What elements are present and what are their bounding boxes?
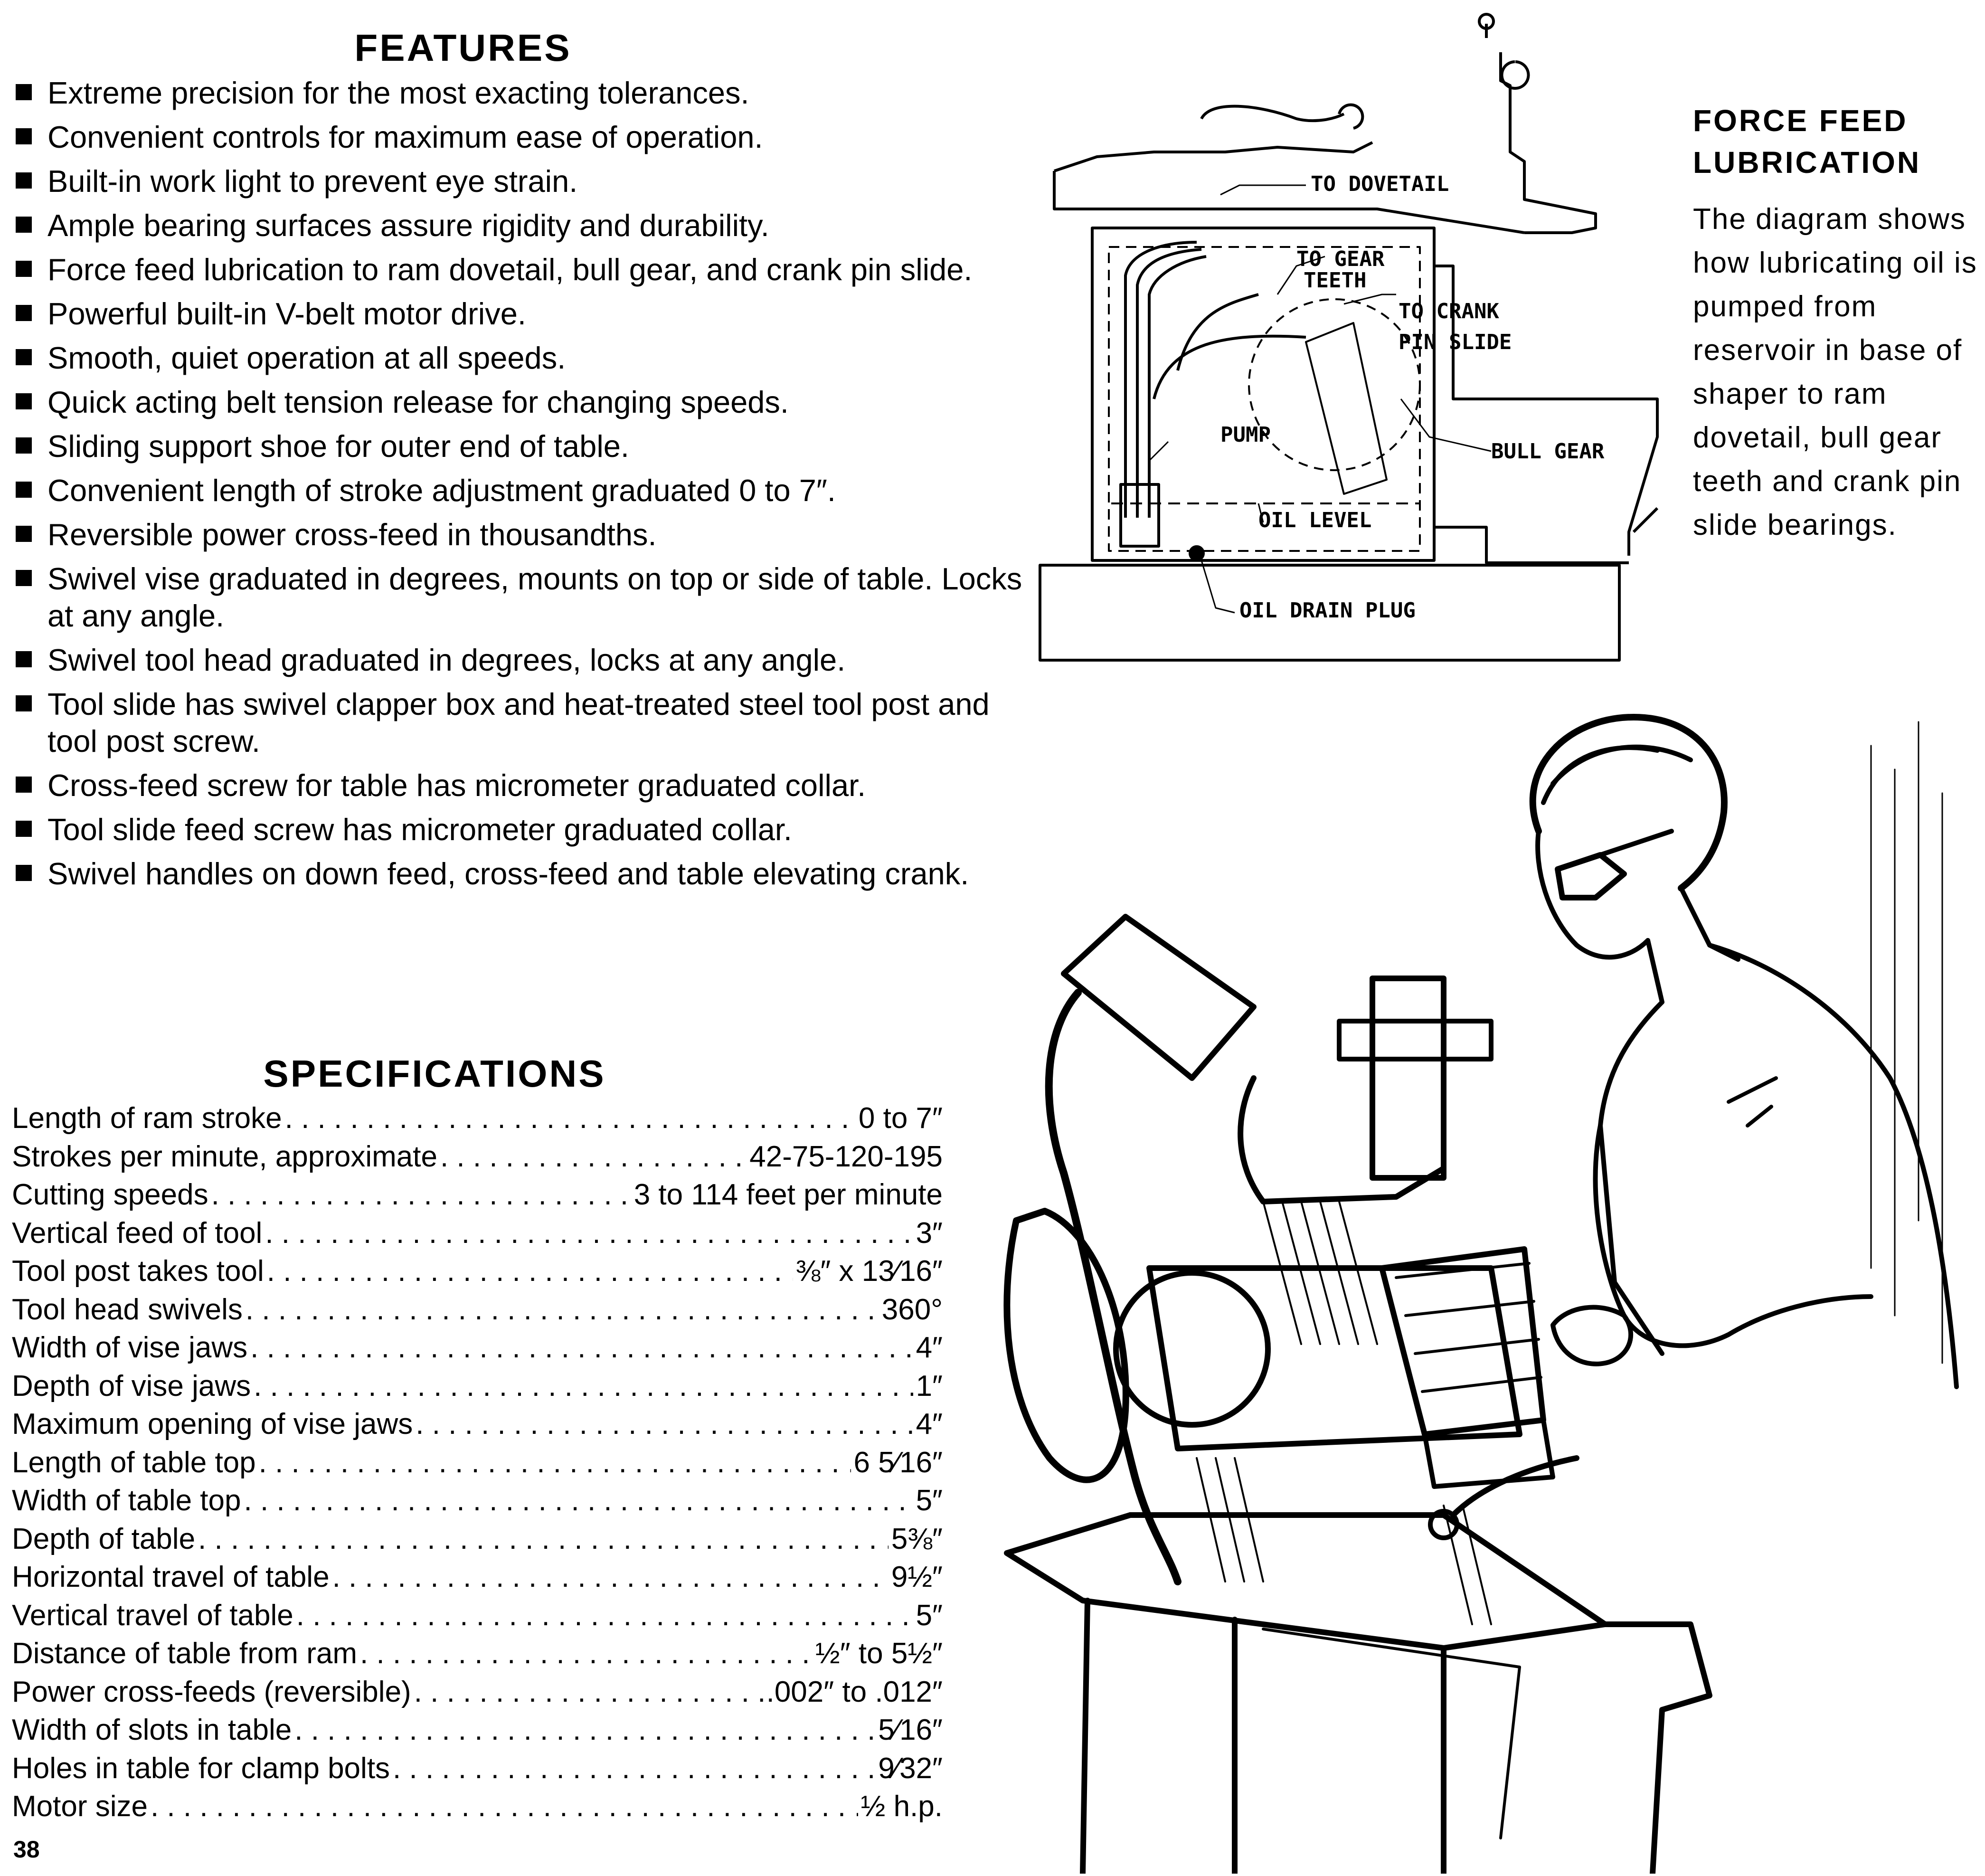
spec-leader-dots bbox=[414, 1673, 764, 1712]
feature-item bbox=[12, 119, 1033, 156]
spec-row bbox=[12, 1444, 943, 1482]
feature-item bbox=[12, 163, 1033, 200]
feature-text: Swivel handles on down feed, cross-feed and table elevating crank. bbox=[47, 856, 969, 891]
spec-row bbox=[12, 1405, 943, 1444]
spec-leader-dots bbox=[265, 1214, 913, 1253]
square-bullet-icon bbox=[16, 437, 32, 454]
feature-text: Reversible power cross-feed in thousandths. bbox=[47, 517, 657, 552]
feature-item bbox=[12, 686, 1033, 760]
spec-leader-dots bbox=[440, 1138, 747, 1176]
label-to-crank-pin-slide-2: PIN SLIDE bbox=[1399, 330, 1512, 354]
spec-leader-dots bbox=[244, 1482, 913, 1520]
label-to-gear-teeth-2: TEETH bbox=[1304, 268, 1367, 293]
feature-item bbox=[12, 516, 1033, 553]
spec-value: 9½″ bbox=[891, 1561, 943, 1593]
specifications-section bbox=[12, 1052, 943, 1826]
square-bullet-icon bbox=[16, 570, 32, 586]
feature-text: Force feed lubrication to ram dovetail, bull gear, and crank pin slide. bbox=[47, 252, 973, 287]
spec-label: Horizontal travel of table bbox=[12, 1561, 330, 1593]
feature-item bbox=[12, 384, 1033, 421]
spec-row bbox=[12, 1750, 943, 1788]
specifications-table bbox=[12, 1099, 943, 1826]
label-bull-gear: BULL GEAR bbox=[1491, 439, 1605, 464]
spec-value: 9⁄32″ bbox=[878, 1752, 943, 1785]
feature-text: Built-in work light to prevent eye strain. bbox=[47, 164, 578, 199]
spec-leader-dots bbox=[416, 1405, 913, 1444]
spec-value: .002″ to .012″ bbox=[766, 1675, 943, 1708]
spec-leader-dots bbox=[267, 1252, 793, 1291]
square-bullet-icon bbox=[16, 349, 32, 365]
spec-value: 3″ bbox=[916, 1216, 943, 1250]
feature-item bbox=[12, 767, 1033, 804]
feature-text: Tool slide feed screw has micrometer graduated collar. bbox=[47, 812, 792, 847]
spec-leader-dots bbox=[285, 1099, 856, 1138]
spec-value: 5⁄16″ bbox=[878, 1714, 943, 1746]
label-to-crank-pin-slide-1: TO CRANK bbox=[1399, 299, 1499, 323]
feature-item bbox=[12, 855, 1033, 892]
spec-label: Cutting speeds bbox=[12, 1178, 208, 1211]
spec-value: 5″ bbox=[916, 1599, 943, 1632]
square-bullet-icon bbox=[16, 128, 32, 144]
feature-text: Tool slide has swivel clapper box and heat-treated steel tool post and tool post screw. bbox=[47, 687, 990, 758]
spec-label: Tool post takes tool bbox=[12, 1255, 264, 1288]
feature-item bbox=[12, 560, 1033, 635]
specifications-heading: SPECIFICATIONS bbox=[263, 1052, 606, 1095]
force-feed-description: The diagram shows how lubricating oil is pumped from reservoir in base of shaper to ram dovetail, bull gear teeth and crank pin slide bearings. bbox=[1693, 203, 1977, 541]
spec-value: 42-75-120-195 bbox=[749, 1140, 943, 1173]
feature-text: Smooth, quiet operation at all speeds. bbox=[47, 341, 566, 375]
spec-label: Vertical feed of tool bbox=[12, 1216, 263, 1250]
spec-leader-dots bbox=[296, 1597, 913, 1635]
spec-label: Length of table top bbox=[12, 1446, 256, 1479]
feature-item bbox=[12, 251, 1033, 288]
spec-label: Distance of table from ram bbox=[12, 1637, 358, 1670]
square-bullet-icon bbox=[16, 84, 32, 100]
spec-leader-dots bbox=[254, 1367, 913, 1406]
label-pump: PUMP bbox=[1220, 423, 1271, 447]
spec-leader-dots bbox=[198, 1520, 889, 1559]
spec-value: 0 to 7″ bbox=[858, 1102, 943, 1135]
spec-label: Holes in table for clamp bolts bbox=[12, 1752, 390, 1785]
spec-value: 360° bbox=[881, 1293, 943, 1326]
spec-label: Width of vise jaws bbox=[12, 1331, 248, 1364]
spec-row bbox=[12, 1673, 943, 1712]
spec-value: ⅜″ x 13⁄16″ bbox=[795, 1255, 943, 1288]
feature-text: Swivel vise graduated in degrees, mounts on top or side of table. Locks at any angle. bbox=[47, 561, 1022, 633]
spec-row bbox=[12, 1176, 943, 1214]
square-bullet-icon bbox=[16, 172, 32, 189]
feature-text: Quick acting belt tension release for changing speeds. bbox=[47, 385, 789, 419]
spec-row bbox=[12, 1099, 943, 1138]
lubrication-diagram bbox=[1011, 9, 1676, 670]
label-to-dovetail: TO DOVETAIL bbox=[1311, 172, 1449, 196]
feature-item bbox=[12, 340, 1033, 377]
square-bullet-icon bbox=[16, 821, 32, 837]
square-bullet-icon bbox=[16, 651, 32, 667]
spec-value: ½ h.p. bbox=[860, 1790, 943, 1823]
feature-item bbox=[12, 811, 1033, 848]
spec-row bbox=[12, 1520, 943, 1559]
spec-label: Maximum opening of vise jaws bbox=[12, 1408, 413, 1440]
page-number: 38 bbox=[13, 1836, 40, 1863]
force-feed-title-1: FORCE FEED bbox=[1693, 104, 1908, 138]
label-to-gear-teeth-1: TO GEAR bbox=[1296, 247, 1385, 271]
feature-text: Powerful built-in V-belt motor drive. bbox=[47, 296, 526, 331]
spec-label: Motor size bbox=[12, 1790, 148, 1823]
operator-sketch-icon bbox=[969, 651, 1976, 1874]
spec-row bbox=[12, 1635, 943, 1673]
spec-value: 1″ bbox=[916, 1369, 943, 1402]
spec-value: 3 to 114 feet per minute bbox=[633, 1178, 943, 1211]
spec-row bbox=[12, 1711, 943, 1750]
square-bullet-icon bbox=[16, 482, 32, 498]
feature-text: Convenient controls for maximum ease of operation. bbox=[47, 120, 763, 154]
spec-label: Strokes per minute, approximate bbox=[12, 1140, 437, 1173]
square-bullet-icon bbox=[16, 393, 32, 409]
feature-text: Cross-feed screw for table has micrometer graduated collar. bbox=[47, 768, 866, 803]
spec-row bbox=[12, 1558, 943, 1597]
feature-item bbox=[12, 75, 1033, 112]
feature-text: Extreme precision for the most exacting tolerances. bbox=[47, 76, 749, 110]
spec-value: 4″ bbox=[916, 1408, 943, 1440]
spec-label: Vertical travel of table bbox=[12, 1599, 293, 1632]
square-bullet-icon bbox=[16, 865, 32, 881]
spec-leader-dots bbox=[250, 1329, 913, 1367]
feature-text: Convenient length of stroke adjustment graduated 0 to 7″. bbox=[47, 473, 836, 508]
square-bullet-icon bbox=[16, 217, 32, 233]
features-heading: FEATURES bbox=[354, 27, 572, 69]
spec-value: 4″ bbox=[916, 1331, 943, 1364]
spec-row bbox=[12, 1252, 943, 1291]
spec-leader-dots bbox=[211, 1176, 631, 1214]
spec-row bbox=[12, 1482, 943, 1520]
spec-value: 5⅜″ bbox=[891, 1522, 943, 1555]
square-bullet-icon bbox=[16, 261, 32, 277]
label-oil-level: OIL LEVEL bbox=[1258, 508, 1372, 532]
spec-value: ½″ to 5½″ bbox=[815, 1637, 943, 1670]
spec-row bbox=[12, 1329, 943, 1367]
features-list bbox=[12, 75, 1033, 892]
spec-label: Width of slots in table bbox=[12, 1714, 292, 1746]
spec-value: 6 5⁄16″ bbox=[853, 1446, 943, 1479]
spec-label: Depth of table bbox=[12, 1522, 196, 1555]
lubrication-diagram-drawing bbox=[1011, 9, 1676, 670]
square-bullet-icon bbox=[16, 526, 32, 542]
spec-row bbox=[12, 1788, 943, 1826]
spec-leader-dots bbox=[259, 1444, 851, 1482]
spec-value: 5″ bbox=[916, 1484, 943, 1517]
label-oil-drain-plug: OIL DRAIN PLUG bbox=[1239, 598, 1416, 623]
spec-leader-dots bbox=[332, 1558, 889, 1597]
square-bullet-icon bbox=[16, 305, 32, 321]
spec-row bbox=[12, 1214, 943, 1253]
shaper-operator-illustration bbox=[969, 651, 1976, 1874]
spec-leader-dots bbox=[393, 1750, 875, 1788]
spec-label: Power cross-feeds (reversible) bbox=[12, 1675, 411, 1708]
feature-item bbox=[12, 295, 1033, 332]
square-bullet-icon bbox=[16, 695, 32, 711]
force-feed-section bbox=[1693, 100, 1978, 547]
feature-item bbox=[12, 207, 1033, 244]
spec-leader-dots bbox=[151, 1788, 858, 1826]
feature-text: Swivel tool head graduated in degrees, locks at any angle. bbox=[47, 643, 846, 677]
spec-row bbox=[12, 1597, 943, 1635]
spec-leader-dots bbox=[294, 1711, 875, 1750]
spec-label: Tool head swivels bbox=[12, 1293, 243, 1326]
feature-item bbox=[12, 642, 1033, 679]
spec-leader-dots bbox=[360, 1635, 813, 1673]
spec-label: Depth of vise jaws bbox=[12, 1369, 251, 1402]
spec-label: Width of table top bbox=[12, 1484, 241, 1517]
spec-label: Length of ram stroke bbox=[12, 1102, 282, 1135]
square-bullet-icon bbox=[16, 777, 32, 793]
features-section bbox=[12, 26, 1033, 900]
feature-item bbox=[12, 472, 1033, 509]
spec-row bbox=[12, 1291, 943, 1329]
spec-row bbox=[12, 1138, 943, 1176]
spec-leader-dots bbox=[246, 1291, 879, 1329]
force-feed-title-2: LUBRICATION bbox=[1693, 145, 1921, 180]
spec-row bbox=[12, 1367, 943, 1406]
feature-text: Sliding support shoe for outer end of table. bbox=[47, 429, 629, 464]
feature-text: Ample bearing surfaces assure rigidity and durability. bbox=[47, 208, 769, 243]
feature-item bbox=[12, 428, 1033, 465]
